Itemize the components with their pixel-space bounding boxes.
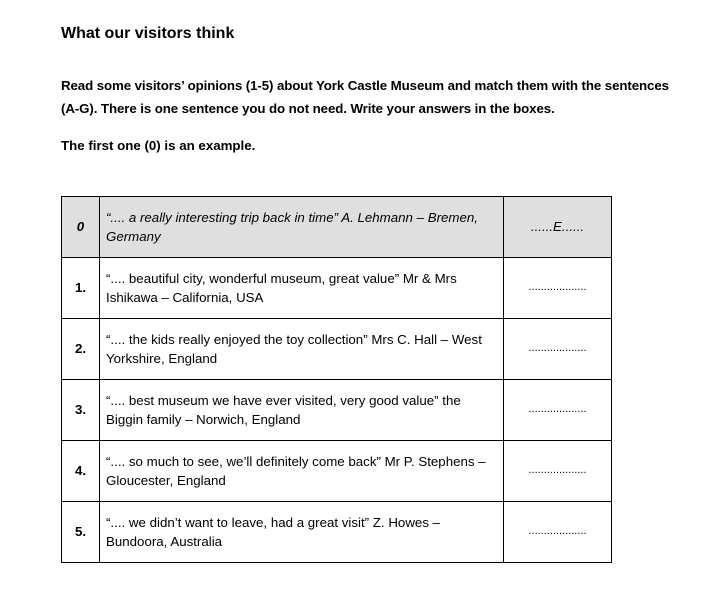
table-row-example bbox=[62, 197, 612, 258]
opinion-text: “.... the kids really enjoyed the toy collection” Mrs C. Hall – West Yorkshire, England bbox=[100, 319, 504, 380]
table-row bbox=[62, 380, 612, 441]
page-title: What our visitors think bbox=[61, 25, 235, 42]
answer-box[interactable]: ................... bbox=[504, 441, 612, 502]
row-number: 2. bbox=[62, 319, 100, 380]
row-number: 3. bbox=[62, 380, 100, 441]
opinion-text: “.... a really interesting trip back in time” A. Lehmann – Bremen, Germany bbox=[100, 197, 504, 258]
answer-box[interactable]: ................... bbox=[504, 319, 612, 380]
opinion-text: “.... best museum we have ever visited, very good value” the Biggin family – Norwich, England bbox=[100, 380, 504, 441]
opinion-text: “.... we didn’t want to leave, had a great visit” Z. Howes – Bundoora, Australia bbox=[100, 502, 504, 563]
example-note: The first one (0) is an example. bbox=[61, 138, 256, 153]
instructions: Read some visitors’ opinions (1-5) about York Castle Museum and match them with the sentences (A-G). There is one sentence you do not need. Write your answers in the boxes. bbox=[61, 78, 669, 116]
matching-table bbox=[61, 196, 612, 563]
row-number: 1. bbox=[62, 258, 100, 319]
opinion-text: “.... so much to see, we’ll definitely come back” Mr P. Stephens – Gloucester, England bbox=[100, 441, 504, 502]
row-number: 5. bbox=[62, 502, 100, 563]
opinion-text: “.... beautiful city, wonderful museum, great value” Mr & Mrs Ishikawa – California, USA bbox=[100, 258, 504, 319]
table-row bbox=[62, 502, 612, 563]
row-number: 4. bbox=[62, 441, 100, 502]
answer-box[interactable]: ................... bbox=[504, 502, 612, 563]
table-row bbox=[62, 319, 612, 380]
row-number: 0 bbox=[62, 197, 100, 258]
answer-box[interactable]: ................... bbox=[504, 258, 612, 319]
table-row bbox=[62, 258, 612, 319]
answer-box: ......E...... bbox=[504, 197, 612, 258]
table-row bbox=[62, 441, 612, 502]
answer-box[interactable]: ................... bbox=[504, 380, 612, 441]
